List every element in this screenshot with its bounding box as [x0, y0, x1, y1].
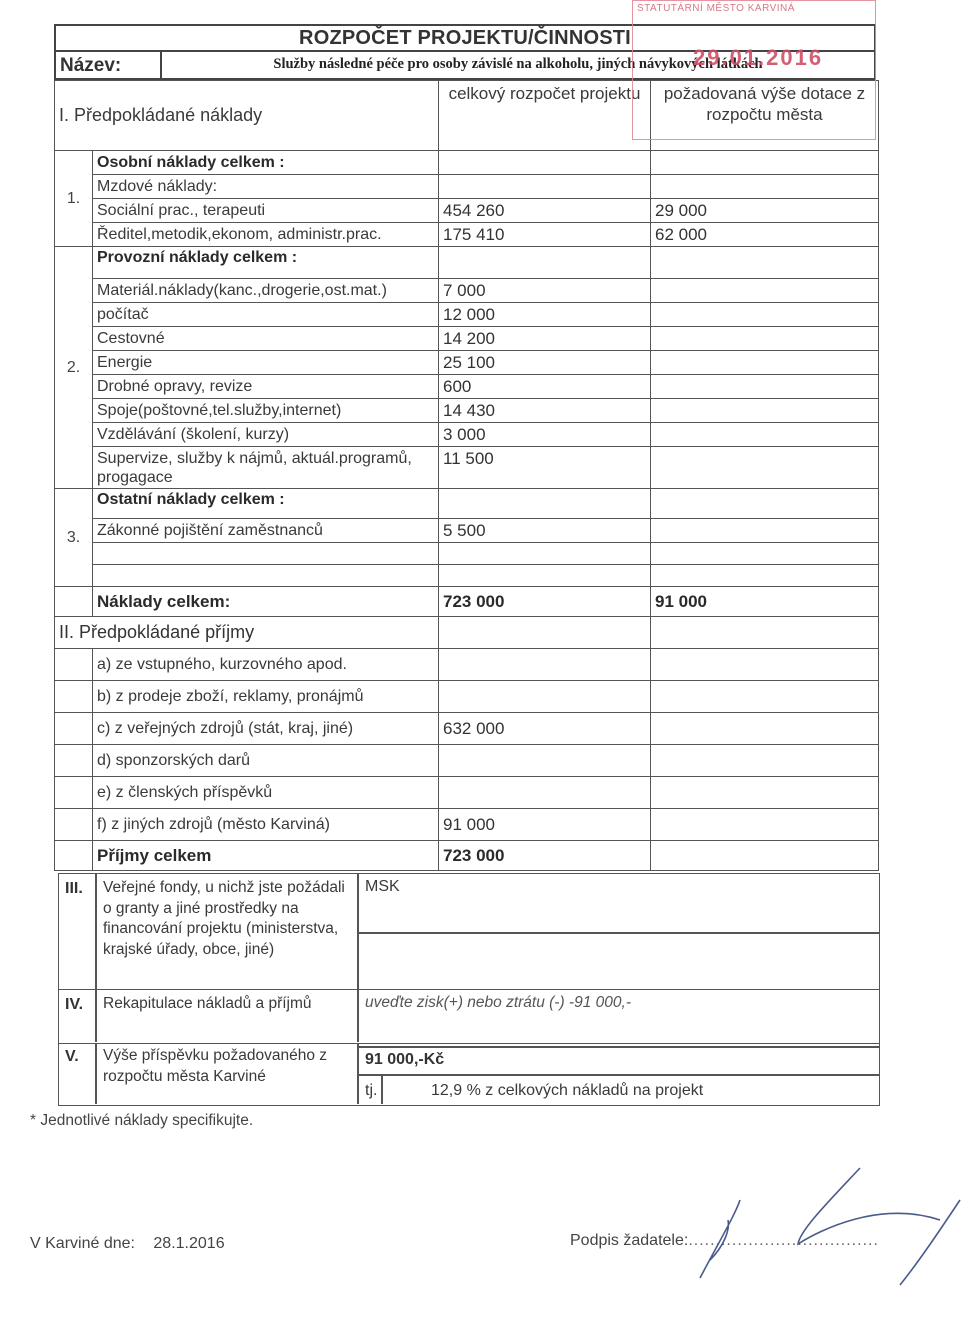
- section-3-label: Veřejné fondy, u nichž jste požádali o granty a jiné prostředky na financování projektu (ministerstva, krajské úřady, obce, jiné): [103, 879, 345, 958]
- table-row: [55, 303, 879, 327]
- row-total: 600: [439, 375, 651, 399]
- row-total: 14 430: [439, 399, 651, 423]
- section-5-number: V.: [65, 1048, 79, 1065]
- table-cell: [55, 713, 93, 745]
- group3-title: Ostatní náklady celkem :: [93, 489, 439, 519]
- table-cell: [439, 151, 651, 175]
- table-cell: [651, 399, 879, 423]
- row-label: počítač: [93, 303, 439, 327]
- table-cell: [651, 423, 879, 447]
- handwritten-signature: [680, 1160, 970, 1290]
- table-cell: [55, 745, 93, 777]
- table-row: [55, 423, 879, 447]
- table-cell: [55, 681, 93, 713]
- income-value: [439, 681, 651, 713]
- income-label: c) z veřejných zdrojů (stát, kraj, jiné): [93, 713, 439, 745]
- row-label: Ředitel,metodik,ekonom, administr.prac.: [93, 223, 439, 247]
- income-value: [439, 777, 651, 809]
- table-row: [55, 543, 879, 565]
- group2-title: Provozní náklady celkem :: [93, 247, 439, 279]
- group2-number: 2.: [55, 247, 93, 489]
- project-name-value: Služby následné péče pro osoby závislé na alkoholu, jiných návykových látkách: [273, 56, 763, 72]
- row-label: Energie: [93, 351, 439, 375]
- table-cell: [439, 247, 651, 279]
- row-total: 14 200: [439, 327, 651, 351]
- income-section-label: II. Předpokládané příjmy: [55, 617, 439, 649]
- row-total: 7 000: [439, 279, 651, 303]
- income-total-label: Příjmy celkem: [93, 841, 439, 871]
- table-cell: [55, 587, 93, 617]
- row-label: Drobné opravy, revize: [93, 375, 439, 399]
- table-cell: [651, 151, 879, 175]
- income-value: 632 000: [439, 713, 651, 745]
- table-row: [55, 745, 879, 777]
- table-row: [55, 199, 879, 223]
- table-cell: [439, 617, 651, 649]
- income-label: f) z jiných zdrojů (město Karviná): [93, 809, 439, 841]
- income-value: [439, 649, 651, 681]
- income-total-value: 723 000: [439, 841, 651, 871]
- section-5-value: 91 000,-Kč: [365, 1051, 445, 1068]
- section-3: [58, 873, 880, 990]
- divider: [357, 932, 879, 934]
- table-row: [55, 247, 879, 279]
- income-label: a) ze vstupného, kurzovného apod.: [93, 649, 439, 681]
- table-row: [55, 351, 879, 375]
- row-label: Spoje(poštovné,tel.služby,internet): [93, 399, 439, 423]
- table-cell: [439, 543, 651, 565]
- section-3-value: MSK: [365, 878, 400, 895]
- table-cell: [651, 375, 879, 399]
- row-label: Materiál.náklady(kanc.,drogerie,ost.mat.): [93, 279, 439, 303]
- costs-header-row: [55, 81, 879, 151]
- row-label: Vzdělávání (školení, kurzy): [93, 423, 439, 447]
- divider: [95, 1044, 97, 1104]
- divider: [357, 990, 359, 1042]
- section-5-label: Výše příspěvku požadovaného z rozpočtu města Karviné: [103, 1047, 328, 1085]
- table-cell: [651, 279, 879, 303]
- table-row: [55, 713, 879, 745]
- income-label: d) sponzorských darů: [93, 745, 439, 777]
- stamp-date: 29.01.2016: [693, 45, 824, 70]
- table-row: [55, 777, 879, 809]
- row-total: 11 500: [439, 447, 651, 489]
- table-cell: [651, 809, 879, 841]
- table-row: [55, 681, 879, 713]
- table-cell: [651, 543, 879, 565]
- table-cell: [651, 519, 879, 543]
- stamp-text: STATUTÁRNÍ MĚSTO KARVINÁ: [637, 3, 795, 14]
- costs-total-row: [55, 587, 879, 617]
- costs-total-value: 723 000: [439, 587, 651, 617]
- table-cell: [651, 649, 879, 681]
- table-cell: [55, 841, 93, 871]
- table-cell: [651, 247, 879, 279]
- table-row: [55, 151, 879, 175]
- group1-number: 1.: [55, 151, 93, 247]
- signature-label: Podpis žadatele:: [570, 1232, 689, 1249]
- table-cell: [93, 543, 439, 565]
- row-total: 12 000: [439, 303, 651, 327]
- row-label: Mzdové náklady:: [93, 175, 439, 199]
- date-value: 28.1.2016: [153, 1235, 225, 1252]
- income-total-row: [55, 841, 879, 871]
- row-total: 3 000: [439, 423, 651, 447]
- costs-total-label: Náklady celkem:: [93, 587, 439, 617]
- table-cell: [651, 841, 879, 871]
- table-cell: [651, 745, 879, 777]
- table-cell: [651, 713, 879, 745]
- table-cell: [55, 777, 93, 809]
- row-requested: 29 000: [651, 199, 879, 223]
- table-row: [55, 519, 879, 543]
- table-cell: [55, 809, 93, 841]
- income-label: b) z prodeje zboží, reklamy, pronájmů: [93, 681, 439, 713]
- section-4-value: uveďte zisk(+) nebo ztrátu (-) -91 000,-: [365, 994, 631, 1011]
- table-cell: [651, 681, 879, 713]
- budget-table: [54, 80, 879, 871]
- name-label: Název:: [60, 55, 122, 76]
- col-requested-header: požadovaná výše dotace z rozpočtu města: [651, 81, 879, 151]
- income-value: 91 000: [439, 809, 651, 841]
- table-cell: [651, 303, 879, 327]
- table-row: [55, 375, 879, 399]
- section-4-number: IV.: [65, 996, 84, 1013]
- row-label: Supervize, služby k nájmů, aktuál.programů, progagace: [93, 447, 439, 489]
- group1-title: Osobní náklady celkem :: [93, 151, 439, 175]
- table-row: [55, 447, 879, 489]
- row-total: [439, 175, 651, 199]
- table-row: [55, 489, 879, 519]
- income-header-row: [55, 617, 879, 649]
- table-cell: [55, 649, 93, 681]
- divider: [381, 1076, 383, 1104]
- table-row: [55, 327, 879, 351]
- section-4-label: Rekapitulace nákladů a příjmů: [103, 995, 312, 1012]
- table-row: [55, 223, 879, 247]
- table-cell: [651, 489, 879, 519]
- row-total: 454 260: [439, 199, 651, 223]
- section-5-pct-text: 12,9 % z celkových nákladů na projekt: [431, 1082, 704, 1099]
- section-4: [58, 990, 880, 1044]
- name-divider: [160, 52, 162, 78]
- table-cell: [651, 565, 879, 587]
- table-cell: [651, 617, 879, 649]
- costs-total-requested: 91 000: [651, 587, 879, 617]
- row-requested: [651, 175, 879, 199]
- table-row: [55, 809, 879, 841]
- table-row: [55, 565, 879, 587]
- section-5: [58, 1044, 880, 1106]
- table-cell: [439, 565, 651, 587]
- row-total: 5 500: [439, 519, 651, 543]
- place-label: V Karviné dne:: [30, 1235, 135, 1252]
- table-cell: [651, 351, 879, 375]
- income-value: [439, 745, 651, 777]
- table-row: [55, 279, 879, 303]
- table-cell: [651, 447, 879, 489]
- document-title: ROZPOČET PROJEKTU/ČINNOSTI: [299, 27, 631, 49]
- table-row: [55, 175, 879, 199]
- table-cell: [651, 327, 879, 351]
- footnote: * Jednotlivé náklady specifikujte.: [30, 1112, 254, 1129]
- section-5-pct-prefix: tj.: [365, 1082, 378, 1099]
- divider: [357, 1046, 879, 1048]
- row-total: 175 410: [439, 223, 651, 247]
- table-cell: [651, 777, 879, 809]
- table-cell: [439, 489, 651, 519]
- col-total-header: celkový rozpočet projektu: [439, 81, 651, 151]
- place-date: [30, 1235, 225, 1253]
- divider: [95, 990, 97, 1042]
- divider: [357, 1074, 879, 1076]
- table-row: [55, 649, 879, 681]
- table-row: [55, 399, 879, 423]
- row-total: 25 100: [439, 351, 651, 375]
- group3-number: 3.: [55, 489, 93, 587]
- divider: [95, 874, 97, 989]
- project-name-row: [54, 52, 876, 80]
- table-cell: [93, 565, 439, 587]
- costs-section-label: I. Předpokládané náklady: [55, 81, 439, 151]
- row-label: Zákonné pojištění zaměstnanců: [93, 519, 439, 543]
- section-3-number: III.: [65, 880, 83, 897]
- title-bar: [54, 24, 876, 52]
- row-label: Sociální prac., terapeuti: [93, 199, 439, 223]
- row-label: Cestovné: [93, 327, 439, 351]
- income-label: e) z členských příspěvků: [93, 777, 439, 809]
- row-requested: 62 000: [651, 223, 879, 247]
- signature-dotted-line: ...................................: [688, 1232, 879, 1249]
